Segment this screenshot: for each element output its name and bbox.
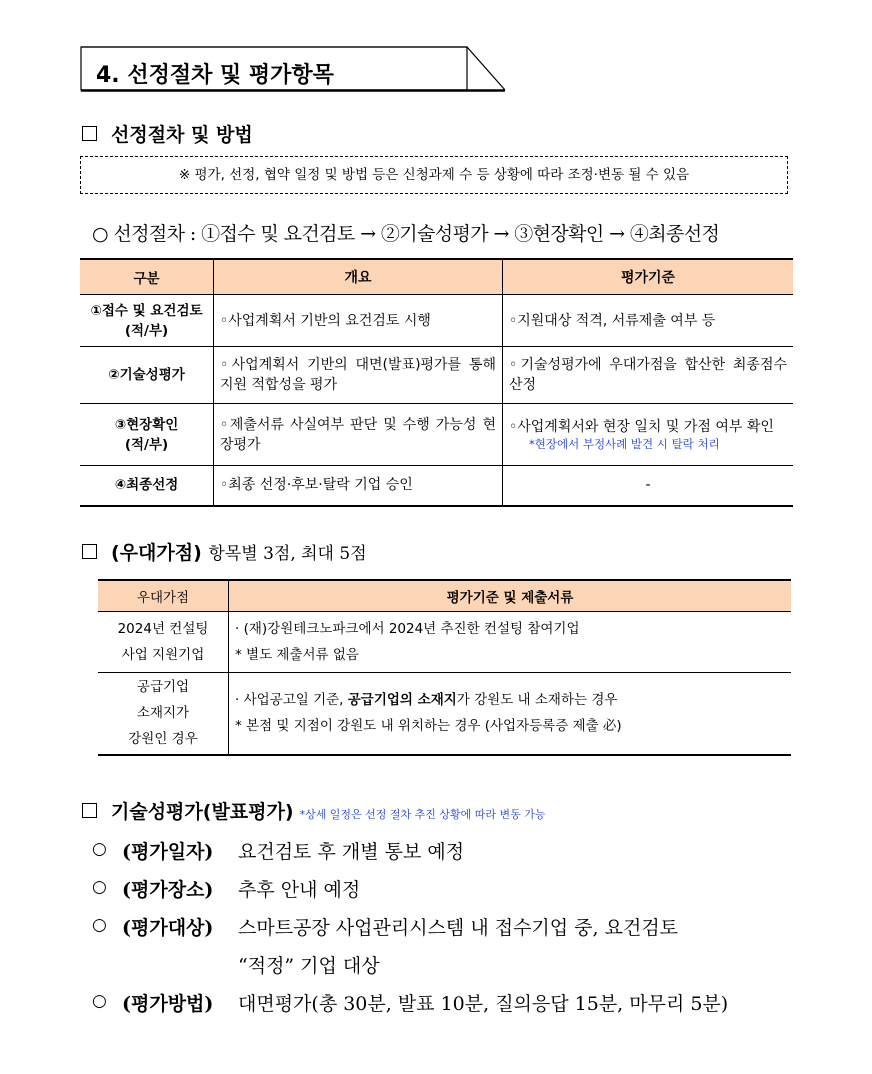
row-criteria: - [503,466,794,506]
sec3-note: *상세 일정은 선정 절차 추진 상황에 따라 변동 가능 [299,808,546,821]
section-title: 4. 선정절차 및 평가항목 [96,63,334,88]
item-label: (평가대상) [122,917,214,939]
sec3-heading [82,797,546,824]
bonus-table [98,579,791,756]
notice-box: ※ 평가, 선정, 협약 일정 및 방법 등은 신청과제 수 등 상황에 따라 조정·변동 될 수 있음 [80,156,788,194]
row-criteria: ◦사업계획서와 현장 일치 및 가점 여부 확인 *현장에서 부정사례 발견 시 탈락 처리 [503,404,794,466]
row-note: *현장에서 부정사례 발견 시 탈락 처리 [529,437,720,451]
sec2-heading [82,538,367,565]
header-cell: 우대가점 [98,580,229,612]
circle-bullet-icon: ○ [92,915,107,935]
row-overview: ◦사업계획서 기반의 대면(발표)평가를 통해 지원 적합성을 평가 [214,347,503,404]
header-cell: 평가기준 [503,259,794,295]
table-header-row [80,259,793,295]
sec2-subtitle: 항목별 3점, 최대 5점 [208,544,367,564]
table-row [98,673,791,755]
process-table [80,258,793,507]
circle-bullet-icon: ○ [92,991,107,1011]
checkbox-square-icon [82,544,97,559]
item-label: (평가장소) [122,879,214,901]
row-name: ③현장확인 (적/부) [80,404,214,466]
row-criteria: ◦기술성평가에 우대가점을 합산한 최종점수 산정 [503,347,794,404]
item-text: 요건검토 후 개별 통보 예정 [238,841,465,863]
item-label: (평가일자) [122,841,214,863]
sec2-title: (우대가점) [111,542,202,564]
item-text-cont: “적정” 기업 대상 [238,955,380,977]
item-label: (평가방법) [122,993,214,1015]
table-header-row [98,580,791,612]
item-text: 대면평가(총 30분, 발표 10분, 질의응답 15분, 마무리 5분) [238,993,729,1015]
header-cell: 개요 [214,259,503,295]
item-text: 추후 안내 예정 [238,879,361,901]
circle-bullet-icon: ○ [92,877,107,897]
row-overview: ◦최종 선정·후보·탈락 기업 승인 [214,466,503,506]
table-row [98,612,791,673]
item-text: 스마트공장 사업관리시스템 내 접수기업 중, 요건검토 [238,917,679,939]
row-overview: ◦제출서류 사실여부 판단 및 수행 가능성 현장평가 [214,404,503,466]
table-row [80,466,793,506]
row-name: ④최종선정 [80,466,214,506]
table-row [80,404,793,466]
sec3-title: 기술성평가(발표평가) [111,801,294,823]
circle-bullet-icon: ○ [92,839,107,859]
bonus-name: 공급기업 소재지가 강원인 경우 [98,673,229,755]
bonus-criteria: · 사업공고일 기준, 공급기업의 소재지가 강원도 내 소재하는 경우 * 본점 및 지점이 강원도 내 위치하는 경우 (사업자등록증 제출 必) [229,673,792,755]
header-cell: 평가기준 및 제출서류 [229,580,792,612]
table-row [80,295,793,347]
process-line: ○ 선정절차 : ①접수 및 요건검토 → ②기술성평가 → ③현장확인 → ④최종선정 [92,223,720,245]
header-cell: 구분 [80,259,214,295]
row-name: ①접수 및 요건검토 (적/부) [80,295,214,347]
bonus-name: 2024년 컨설팅 사업 지원기업 [98,612,229,673]
sec1-title: 선정절차 및 방법 [111,124,253,146]
checkbox-square-icon [82,126,97,141]
bonus-criteria: · (재)강원테크노파크에서 2024년 추진한 컨설팅 참여기업 * 별도 제출서류 없음 [229,612,792,673]
sec1-heading [82,120,253,147]
row-overview: ◦사업계획서 기반의 요건검토 시행 [214,295,503,347]
row-criteria: ◦지원대상 적격, 서류제출 여부 등 [503,295,794,347]
row-name: ②기술성평가 [80,347,214,404]
table-row [80,347,793,404]
checkbox-square-icon [82,803,97,818]
